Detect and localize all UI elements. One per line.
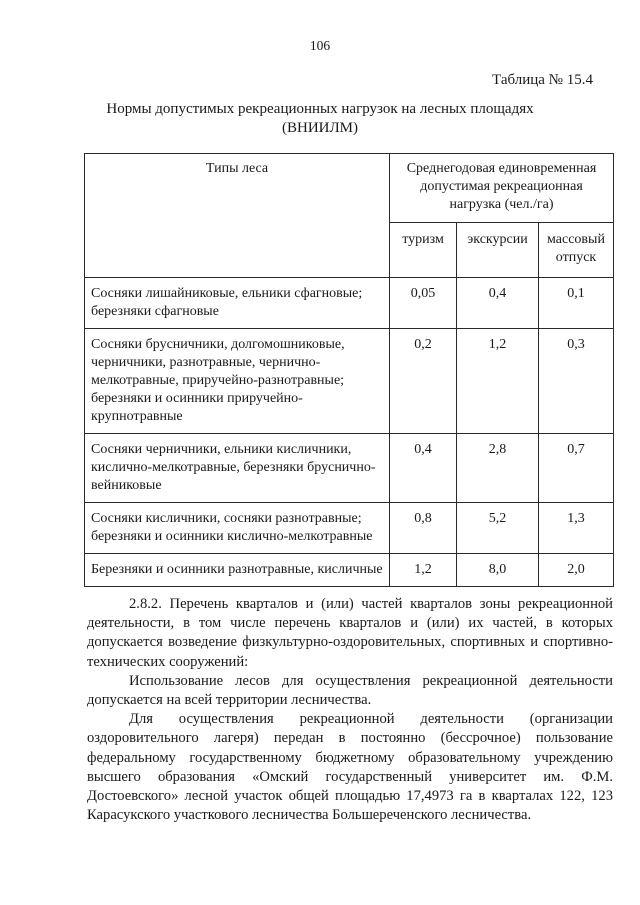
subheader-tourism: туризм	[390, 223, 457, 278]
table-row	[85, 434, 614, 503]
forest-type-cell: Сосняки лишайниковые, ельники сфагновые; березняки сфагновые	[85, 278, 390, 329]
excursions-cell: 8,0	[457, 554, 539, 587]
header-forest-type: Типы леса	[85, 154, 390, 278]
table-title-line-1: Нормы допустимых рекреационных нагрузок на лесных площадях	[106, 101, 534, 117]
mass-rest-cell: 0,1	[539, 278, 614, 329]
paragraph: Для осуществления рекреационной деятельности (организации оздоровительного лагеря) передан в постоянно (бессрочное) пользование федеральному государственному бюджетному образовательному учреждению высшего образования «Омский государственный университет им. Ф.М. Достоевского» лесной участок общей площадью 17,4973 га в кварталах 122, 123 Карасукского участкового лесничества Большереченского лесничества.	[87, 711, 613, 824]
tourism-cell: 0,4	[390, 434, 457, 503]
paragraph: 2.8.2. Перечень кварталов и (или) частей кварталов зоны рекреационной деятельности, в том числе перечень кварталов и (или) их частей, в которых допускается возведение физкультурно-оздоровительных, спортивных и спортивно-технических сооружений:	[87, 596, 613, 670]
tourism-cell: 0,05	[390, 278, 457, 329]
tourism-cell: 0,8	[390, 503, 457, 554]
mass-rest-cell: 2,0	[539, 554, 614, 587]
table-label: Таблица № 15.4	[492, 72, 593, 88]
forest-type-cell: Березняки и осинники разнотравные, кисличные	[85, 554, 390, 587]
table-row	[85, 554, 614, 587]
tourism-cell: 1,2	[390, 554, 457, 587]
forest-type-cell: Сосняки брусничники, долгомошниковые, черничники, разнотравные, чернично-мелкотравные, приручейно-разнотравные; березняки и осинники приручейно-крупнотравные	[85, 329, 390, 434]
subheader-excursions: экскурсии	[457, 223, 539, 278]
forest-type-cell: Сосняки кисличники, сосняки разнотравные; березняки и осинники кислично-мелкотравные	[85, 503, 390, 554]
mass-rest-cell: 0,3	[539, 329, 614, 434]
table-title	[60, 100, 580, 138]
table-row	[85, 329, 614, 434]
mass-rest-cell: 1,3	[539, 503, 614, 554]
recreation-load-table	[84, 153, 614, 587]
table-title-line-2: (ВНИИЛМ)	[281, 120, 358, 136]
table-row	[85, 278, 614, 329]
excursions-cell: 0,4	[457, 278, 539, 329]
header-recreation-load: Среднегодовая единовременная допустимая рекреационная нагрузка (чел./га)	[390, 154, 614, 223]
subheader-mass-rest: массовый отпуск	[539, 223, 614, 278]
mass-rest-cell: 0,7	[539, 434, 614, 503]
table-header-row	[85, 154, 614, 223]
excursions-cell: 2,8	[457, 434, 539, 503]
tourism-cell: 0,2	[390, 329, 457, 434]
excursions-cell: 5,2	[457, 503, 539, 554]
paragraph: Использование лесов для осуществления рекреационной деятельности допускается на всей территории лесничества.	[87, 672, 613, 709]
excursions-cell: 1,2	[457, 329, 539, 434]
table-row	[85, 503, 614, 554]
forest-type-cell: Сосняки черничники, ельники кисличники, кислично-мелкотравные, березняки бруснично-вейниковые	[85, 434, 390, 503]
body-text	[87, 595, 613, 825]
page-number: 106	[309, 38, 331, 53]
